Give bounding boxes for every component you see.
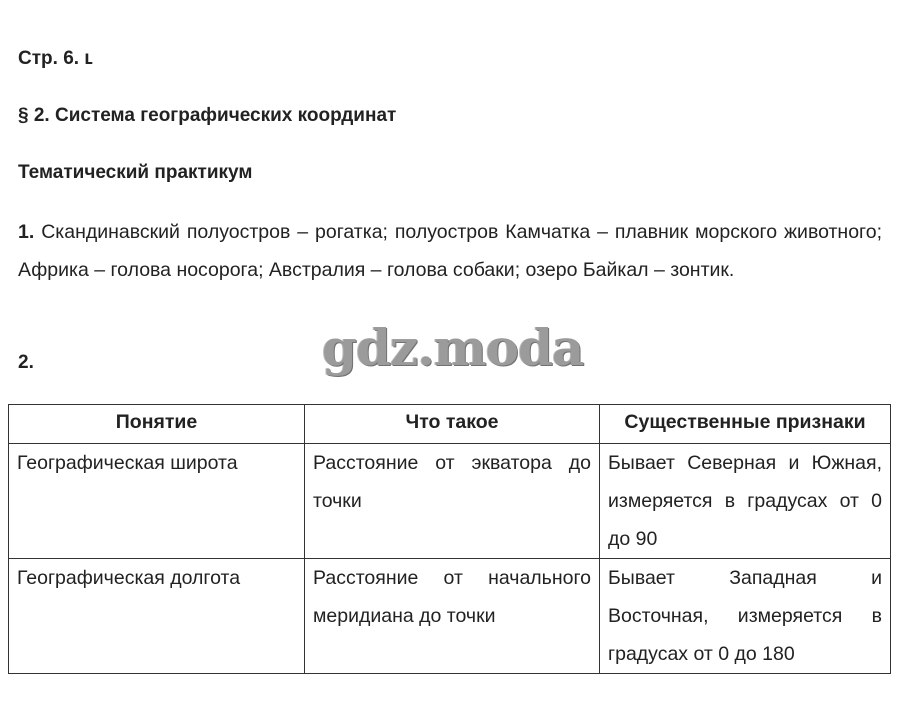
table-row (9, 559, 891, 674)
task-2-number: 2. (18, 352, 34, 373)
cell-concept: Географическая долгота (9, 559, 305, 674)
table-header-row (9, 405, 891, 444)
cell-features: Бывает Северная и Южная, измеряется в градусах от 0 до 90 (600, 444, 891, 559)
practicum-title: Тематический практикум (18, 162, 253, 183)
cell-features: Бывает Западная и Восточная, измеряется в градусах от 0 до 180 (600, 559, 891, 674)
section-title: § 2. Система географических координат (18, 105, 397, 126)
task-1-text: Скандинавский полуостров – рогатка; полуостров Камчатка – плавник морского животного; Африка – голова носорога; Австралия – голова собаки; озеро Байкал – зонтик. (18, 221, 882, 281)
task-1-paragraph (18, 213, 882, 289)
table-row (9, 444, 891, 559)
watermark-logo: gdz.moda (322, 318, 584, 377)
concepts-table (8, 404, 891, 674)
cell-concept: Географическая широта (9, 444, 305, 559)
header-concept: Понятие (9, 405, 305, 444)
task-1-number: 1. (18, 221, 35, 243)
page-reference-mark: ʟ (84, 48, 93, 69)
cell-definition: Расстояние от экватора до точки (305, 444, 600, 559)
header-features: Существенные признаки (600, 405, 891, 444)
cell-definition: Расстояние от начального меридиана до точки (305, 559, 600, 674)
page-reference (18, 48, 93, 70)
header-definition: Что такое (305, 405, 600, 444)
page-reference-text: Стр. 6. (18, 48, 85, 69)
